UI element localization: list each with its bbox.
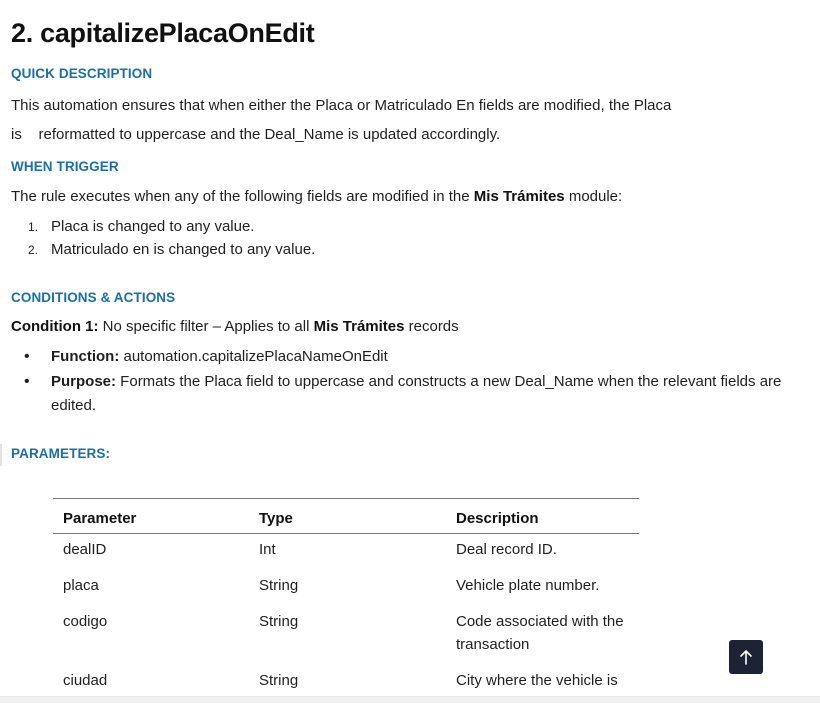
bullet-icon: • xyxy=(24,348,30,365)
trigger-list-item xyxy=(28,217,254,237)
table-cell: codigo xyxy=(63,613,108,630)
table-row xyxy=(53,570,639,606)
table-cell: String xyxy=(259,613,299,630)
column-header-type: Type xyxy=(249,499,446,534)
action-bullet-item xyxy=(24,345,784,369)
column-header-parameter: Parameter xyxy=(53,499,249,534)
table-cell: Code associated with the transaction xyxy=(456,613,624,653)
when-trigger-intro-end: module: xyxy=(564,188,623,205)
quick-description-line-2: is reformatted to uppercase and the Deal_Name is updated accordingly. xyxy=(11,126,501,143)
table-cell: String xyxy=(259,672,299,689)
when-trigger-module: Mis Trámites xyxy=(473,188,565,205)
bullet-label: Function: xyxy=(51,348,120,365)
parameters-table xyxy=(53,498,639,701)
table-cell: placa xyxy=(63,577,99,594)
when-trigger-intro-start: The rule executes when any of the following fields are modified in the xyxy=(11,188,474,205)
condition-1-line xyxy=(11,317,459,337)
trigger-list-number: 1. xyxy=(28,220,39,234)
arrow-up-icon xyxy=(739,649,753,665)
condition-module: Mis Trámites xyxy=(313,318,405,335)
quick-description-line-1: This automation ensures that when either the Placa or Matriculado En fields are modified, the Placa xyxy=(11,97,672,114)
table-cell: Deal record ID. xyxy=(456,541,557,558)
table-cell: String xyxy=(259,577,299,594)
when-trigger-intro xyxy=(11,187,622,207)
trigger-list-text: Placa is changed to any value. xyxy=(51,218,255,235)
parameters-heading: PARAMETERS: xyxy=(11,446,111,461)
trigger-list-text: Matriculado en is changed to any value. xyxy=(51,241,316,258)
column-header-description: Description xyxy=(446,499,639,534)
conditions-actions-heading: CONDITIONS & ACTIONS xyxy=(11,290,176,305)
condition-text: No specific filter – Applies to all xyxy=(98,318,314,335)
back-to-top-button[interactable] xyxy=(729,640,763,674)
when-trigger-heading: WHEN TRIGGER xyxy=(11,159,119,174)
condition-end: records xyxy=(404,318,459,335)
section-marker xyxy=(0,444,2,466)
table-cell: Vehicle plate number. xyxy=(456,577,600,594)
bullet-text: Formats the Placa field to uppercase and constructs a new Deal_Name when the relevant fields are edited. xyxy=(51,373,782,414)
table-cell: ciudad xyxy=(63,672,108,689)
table-cell: Int xyxy=(259,541,276,558)
condition-label: Condition 1: xyxy=(11,318,99,335)
bullet-text: automation.capitalizePlacaNameOnEdit xyxy=(119,348,388,365)
trigger-list-item xyxy=(28,240,315,260)
bullet-icon: • xyxy=(24,373,30,390)
trigger-list-number: 2. xyxy=(28,243,39,257)
table-cell: dealID xyxy=(63,541,107,558)
table-row xyxy=(53,534,639,571)
table-row xyxy=(53,606,639,665)
quick-description-heading: QUICK DESCRIPTION xyxy=(11,66,153,81)
bullet-label: Purpose: xyxy=(51,373,117,390)
table-header-row xyxy=(53,499,639,534)
table-cell: City where the vehicle is xyxy=(456,672,618,689)
action-bullet-item xyxy=(24,370,784,418)
page-title: 2. capitalizePlacaOnEdit xyxy=(11,18,315,48)
